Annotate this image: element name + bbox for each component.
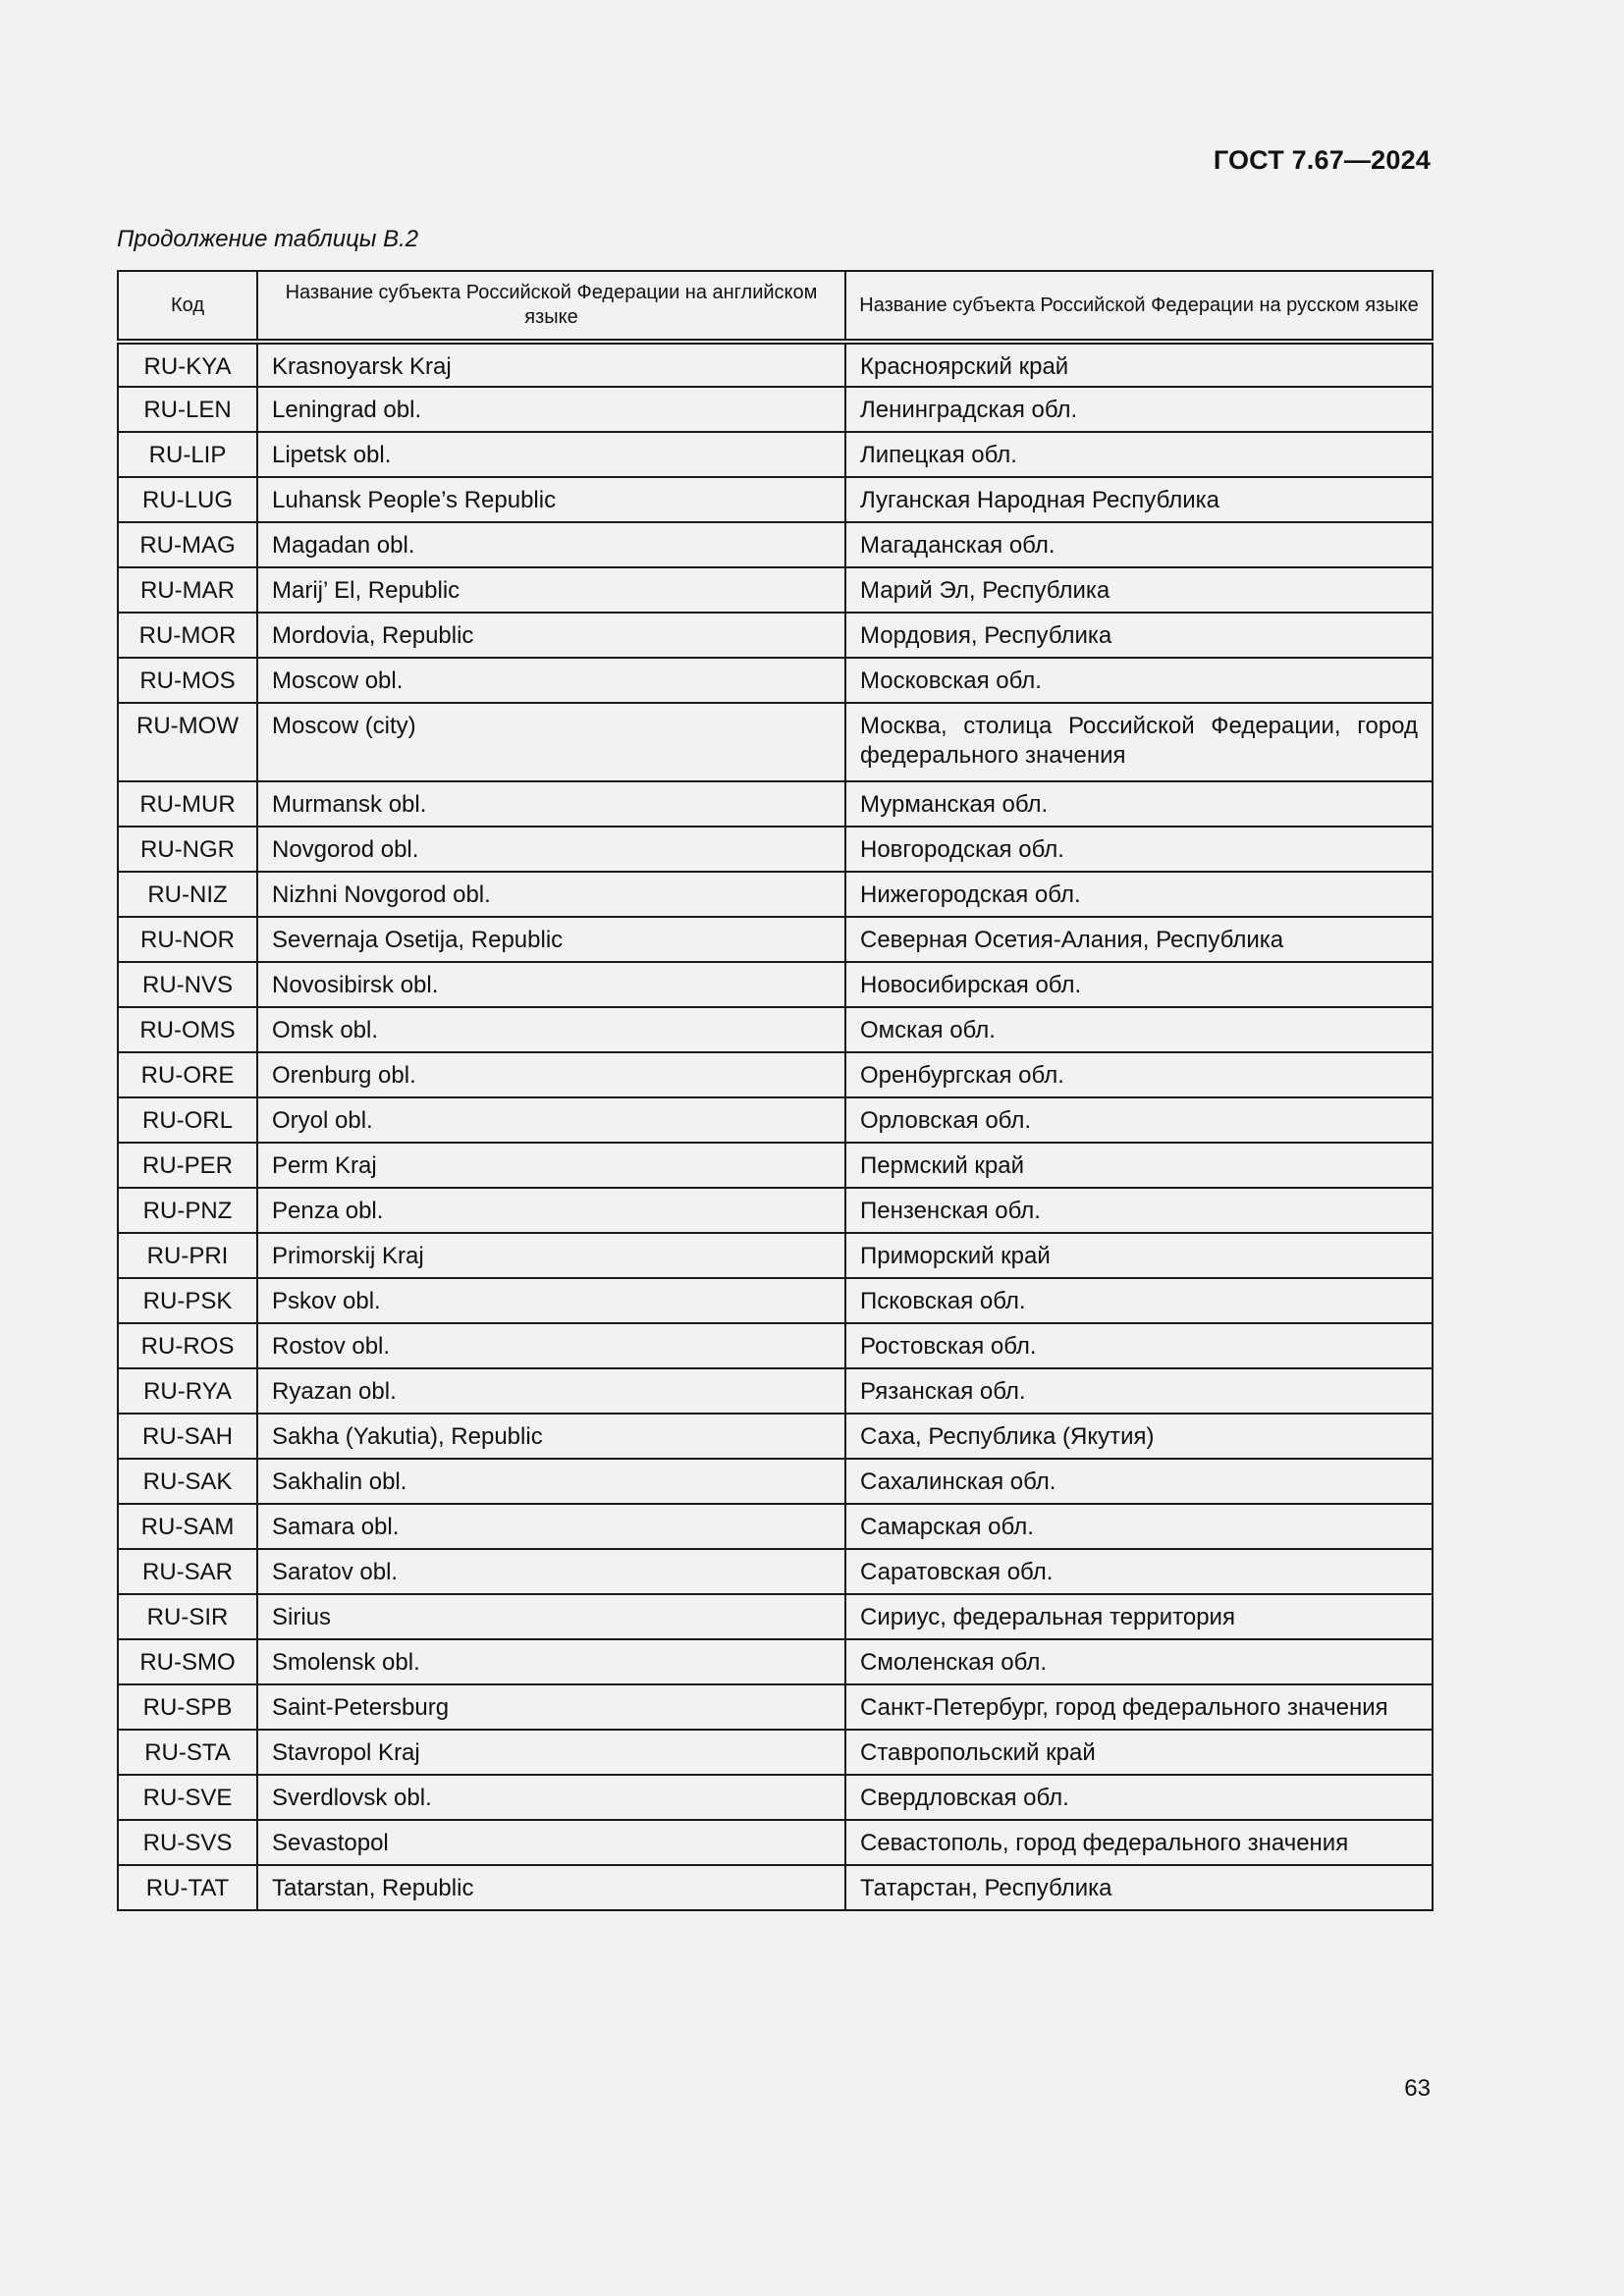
region-russian-name-cell: Мурманская обл. [845,781,1433,827]
column-header-code: Код [118,271,257,342]
region-russian-name-cell: Красноярский край [845,342,1433,387]
region-code-cell: RU-PER [118,1143,257,1188]
region-english-name-cell: Tatarstan, Republic [257,1865,845,1910]
region-code-cell: RU-PNZ [118,1188,257,1233]
table-row [118,477,1433,522]
region-english-name-cell: Oryol obl. [257,1097,845,1143]
table-row [118,613,1433,658]
table-row [118,1233,1433,1278]
table-row [118,432,1433,477]
region-code-cell: RU-LIP [118,432,257,477]
region-english-name-cell: Pskov obl. [257,1278,845,1323]
page-number: 63 [1404,2075,1431,2102]
region-english-name-cell: Murmansk obl. [257,781,845,827]
region-code-cell: RU-SAM [118,1504,257,1549]
table-row [118,567,1433,613]
table-row [118,1007,1433,1052]
region-english-name-cell: Sevastopol [257,1820,845,1865]
table-row [118,1414,1433,1459]
regions-table [117,270,1434,1911]
region-english-name-cell: Luhansk People’s Republic [257,477,845,522]
region-english-name-cell: Lipetsk obl. [257,432,845,477]
region-code-cell: RU-MOW [118,703,257,781]
region-russian-name-cell: Северная Осетия-Алания, Республика [845,917,1433,962]
table-header-row [118,271,1433,342]
table-row [118,1143,1433,1188]
region-russian-name-cell: Сахалинская обл. [845,1459,1433,1504]
region-english-name-cell: Samara obl. [257,1504,845,1549]
region-russian-name-cell: Мордовия, Республика [845,613,1433,658]
region-english-name-cell: Smolensk obl. [257,1639,845,1684]
table-row [118,1865,1433,1910]
region-code-cell: RU-SAH [118,1414,257,1459]
region-english-name-cell: Moscow obl. [257,658,845,703]
region-russian-name-cell: Саратовская обл. [845,1549,1433,1594]
region-russian-name-cell: Свердловская обл. [845,1775,1433,1820]
region-russian-name-cell: Оренбургская обл. [845,1052,1433,1097]
table-row [118,872,1433,917]
table-row [118,1323,1433,1368]
region-code-cell: RU-ORE [118,1052,257,1097]
table-row [118,1730,1433,1775]
region-code-cell: RU-PSK [118,1278,257,1323]
region-russian-name-cell: Ленинградская обл. [845,387,1433,432]
table-row [118,522,1433,567]
region-english-name-cell: Novosibirsk obl. [257,962,845,1007]
table-row [118,1459,1433,1504]
region-english-name-cell: Severnaja Osetija, Republic [257,917,845,962]
region-english-name-cell: Mordovia, Republic [257,613,845,658]
region-english-name-cell: Saint-Petersburg [257,1684,845,1730]
table-row [118,1684,1433,1730]
region-english-name-cell: Sirius [257,1594,845,1639]
region-russian-name-cell: Москва, столица Российской Федерации, город федерального значения [845,703,1433,781]
region-english-name-cell: Marij’ El, Republic [257,567,845,613]
table-row [118,917,1433,962]
region-english-name-cell: Krasnoyarsk Kraj [257,342,845,387]
region-english-name-cell: Leningrad obl. [257,387,845,432]
region-code-cell: RU-PRI [118,1233,257,1278]
region-russian-name-cell: Сириус, федеральная территория [845,1594,1433,1639]
region-english-name-cell: Moscow (city) [257,703,845,781]
region-code-cell: RU-ROS [118,1323,257,1368]
region-russian-name-cell: Смоленская обл. [845,1639,1433,1684]
column-header-english-name: Название субъекта Российской Федерации на английском языке [257,271,845,342]
region-english-name-cell: Stavropol Kraj [257,1730,845,1775]
table-row [118,703,1433,781]
region-code-cell: RU-OMS [118,1007,257,1052]
table-row [118,1639,1433,1684]
region-russian-name-cell: Саха, Республика (Якутия) [845,1414,1433,1459]
region-code-cell: RU-NIZ [118,872,257,917]
region-code-cell: RU-SAR [118,1549,257,1594]
region-russian-name-cell: Севастополь, город федерального значения [845,1820,1433,1865]
region-russian-name-cell: Псковская обл. [845,1278,1433,1323]
region-russian-name-cell: Рязанская обл. [845,1368,1433,1414]
region-russian-name-cell: Нижегородская обл. [845,872,1433,917]
table-row [118,1775,1433,1820]
table-row [118,387,1433,432]
region-english-name-cell: Saratov obl. [257,1549,845,1594]
table-row [118,1278,1433,1323]
table-row [118,781,1433,827]
table-row [118,1368,1433,1414]
table-body [118,342,1433,1910]
document-standard-header: ГОСТ 7.67—2024 [1213,145,1431,175]
region-english-name-cell: Perm Kraj [257,1143,845,1188]
region-english-name-cell: Sakhalin obl. [257,1459,845,1504]
region-russian-name-cell: Татарстан, Республика [845,1865,1433,1910]
region-code-cell: RU-SAK [118,1459,257,1504]
region-russian-name-cell: Ростовская обл. [845,1323,1433,1368]
region-russian-name-cell: Новосибирская обл. [845,962,1433,1007]
region-code-cell: RU-SMO [118,1639,257,1684]
region-english-name-cell: Sakha (Yakutia), Republic [257,1414,845,1459]
region-russian-name-cell: Новгородская обл. [845,827,1433,872]
region-code-cell: RU-MOR [118,613,257,658]
region-russian-name-cell: Марий Эл, Республика [845,567,1433,613]
table-row [118,1594,1433,1639]
table-row [118,1820,1433,1865]
region-english-name-cell: Orenburg obl. [257,1052,845,1097]
table-row [118,827,1433,872]
table-caption: Продолжение таблицы В.2 [117,226,419,252]
region-code-cell: RU-RYA [118,1368,257,1414]
region-code-cell: RU-LUG [118,477,257,522]
region-code-cell: RU-NVS [118,962,257,1007]
region-russian-name-cell: Пензенская обл. [845,1188,1433,1233]
region-english-name-cell: Primorskij Kraj [257,1233,845,1278]
table-row [118,342,1433,387]
table-row [118,658,1433,703]
region-english-name-cell: Sverdlovsk obl. [257,1775,845,1820]
region-code-cell: RU-MAG [118,522,257,567]
region-russian-name-cell: Пермский край [845,1143,1433,1188]
table-row [118,1549,1433,1594]
region-russian-name-cell: Орловская обл. [845,1097,1433,1143]
region-russian-name-cell: Московская обл. [845,658,1433,703]
region-code-cell: RU-SPB [118,1684,257,1730]
region-code-cell: RU-SVS [118,1820,257,1865]
region-english-name-cell: Novgorod obl. [257,827,845,872]
region-code-cell: RU-MAR [118,567,257,613]
region-code-cell: RU-MOS [118,658,257,703]
region-english-name-cell: Nizhni Novgorod obl. [257,872,845,917]
region-code-cell: RU-NOR [118,917,257,962]
table-row [118,962,1433,1007]
region-russian-name-cell: Омская обл. [845,1007,1433,1052]
table-row [118,1097,1433,1143]
region-russian-name-cell: Ставропольский край [845,1730,1433,1775]
region-code-cell: RU-TAT [118,1865,257,1910]
region-english-name-cell: Omsk obl. [257,1007,845,1052]
region-code-cell: RU-ORL [118,1097,257,1143]
table-header [118,271,1433,342]
region-code-cell: RU-STA [118,1730,257,1775]
region-code-cell: RU-NGR [118,827,257,872]
region-russian-name-cell: Приморский край [845,1233,1433,1278]
region-english-name-cell: Magadan obl. [257,522,845,567]
region-russian-name-cell: Магаданская обл. [845,522,1433,567]
region-code-cell: RU-KYA [118,342,257,387]
table-row [118,1188,1433,1233]
region-russian-name-cell: Липецкая обл. [845,432,1433,477]
region-english-name-cell: Rostov obl. [257,1323,845,1368]
table-row [118,1052,1433,1097]
region-code-cell: RU-LEN [118,387,257,432]
region-code-cell: RU-MUR [118,781,257,827]
region-russian-name-cell: Санкт-Петербург, город федерального значения [845,1684,1433,1730]
region-english-name-cell: Penza obl. [257,1188,845,1233]
region-russian-name-cell: Самарская обл. [845,1504,1433,1549]
region-code-cell: RU-SIR [118,1594,257,1639]
column-header-russian-name: Название субъекта Российской Федерации на русском языке [845,271,1433,342]
table-row [118,1504,1433,1549]
region-russian-name-cell: Луганская Народная Республика [845,477,1433,522]
region-english-name-cell: Ryazan obl. [257,1368,845,1414]
region-code-cell: RU-SVE [118,1775,257,1820]
